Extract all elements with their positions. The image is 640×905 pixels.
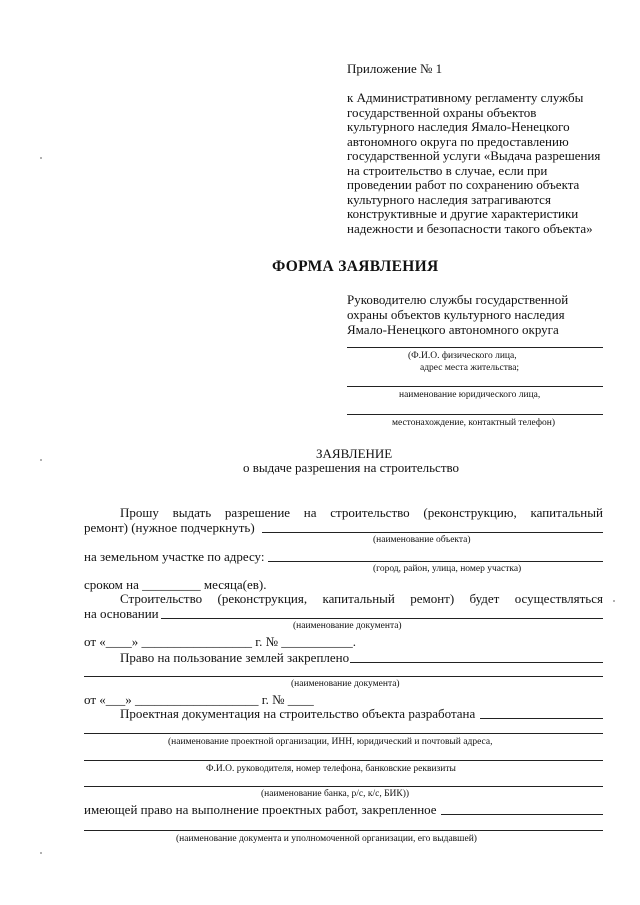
scan-speck [613, 600, 615, 602]
caption-bank: (наименование банка, р/с, к/с, БИК)) [261, 789, 410, 799]
appendix-line: культурного наследия затрагиваются [347, 191, 551, 207]
appendix-line: культурного наследия Ямало-Ненецкого [347, 119, 570, 134]
fill-line-address[interactable] [268, 561, 603, 562]
word: капитальный [322, 591, 395, 606]
scan-speck [40, 157, 42, 159]
appendix-line: проведении работ по сохранению объекта [347, 177, 580, 192]
fill-line [347, 414, 603, 415]
fill-line[interactable] [84, 760, 603, 761]
caption-document-2: (наименование документа) [291, 679, 400, 689]
basis-label: на основании [84, 606, 159, 621]
caption-project-org: (наименование проектной организации, ИНН, юридический и почтовый адреса, [168, 737, 493, 747]
caption: наименование юридического лица, [399, 390, 541, 400]
word: Строительство [120, 591, 203, 606]
fill-line-object[interactable] [262, 532, 603, 533]
request-line-2: ремонт) (нужное подчеркнуть) [84, 520, 255, 535]
fill-line[interactable] [84, 830, 603, 831]
appendix-line: государственной охраны объектов [347, 104, 537, 120]
caption: (Ф.И.О. физического лица, [408, 351, 517, 361]
caption-address: (город, район, улица, номер участка) [373, 564, 522, 574]
word: Прошу [120, 505, 159, 520]
word: осуществляться [514, 591, 603, 606]
scan-speck [40, 852, 42, 854]
land-right-label: Право на пользование землей закреплено [120, 650, 350, 665]
caption-object: (наименование объекта) [373, 535, 471, 545]
appendix-line: автономного округа по предоставлению [347, 133, 569, 149]
appendix-line: надежности и безопасности такого объекта» [347, 220, 593, 236]
form-title: ФОРМА ЗАЯВЛЕНИЯ [272, 258, 439, 275]
appendix-line: на строительство в случае, если при [347, 162, 548, 178]
fill-line [347, 347, 603, 348]
caption: адрес места жительства; [420, 363, 520, 373]
word: капитальный [530, 505, 603, 520]
appendix-number: Приложение № 1 [347, 61, 443, 76]
addressee-line: Ямало-Ненецкого автономного округа [347, 322, 559, 337]
fill-line [347, 386, 603, 387]
caption: местонахождение, контактный телефон) [392, 418, 556, 428]
word: (реконструкция, [217, 591, 308, 606]
from-line: от «___» ___________________ г. № ____ [84, 692, 314, 707]
project-doc-label: Проектная документация на строительство объекта разработана [120, 706, 476, 721]
word: на [303, 505, 317, 520]
fill-line-having-right[interactable] [441, 814, 603, 815]
from-line: от «____» _________________ г. № ___________. [84, 634, 357, 649]
having-right-label: имеющей право на выполнение проектных работ, закрепленное [84, 802, 437, 817]
fill-line[interactable] [84, 786, 603, 787]
addressee-line: Руководителю службы государственной [347, 292, 569, 307]
word: ремонт) [410, 591, 455, 606]
appendix-line: государственной услуги «Выдача разрешения [347, 148, 601, 163]
word: строительство [330, 505, 410, 520]
statement-subheading: о выдаче разрешения на строительство [243, 460, 460, 475]
addressee-line: охраны объектов культурного наследия [347, 307, 565, 322]
word: выдать [172, 505, 212, 520]
request-line [120, 505, 603, 520]
fill-line[interactable] [84, 733, 603, 734]
fill-line[interactable] [84, 676, 603, 677]
appendix-line: к Административному регламенту службы [347, 90, 584, 105]
fill-line-land-right[interactable] [350, 662, 603, 663]
term-text: сроком на _________ месяца(ев). [84, 577, 267, 592]
caption-head: Ф.И.О. руководителя, номер телефона, банковские реквизиты [206, 764, 456, 774]
fill-line-basis[interactable] [161, 618, 603, 619]
land-label: на земельном участке по адресу: [84, 549, 265, 564]
appendix-line: конструктивные и другие характеристики [347, 206, 579, 221]
fill-line-project[interactable] [480, 718, 603, 719]
word: разрешение [224, 505, 291, 520]
construction-line [120, 591, 603, 606]
scan-speck [40, 459, 42, 461]
caption-document: (наименование документа) [293, 621, 402, 631]
word: (реконструкцию, [423, 505, 517, 520]
caption-issuer: (наименование документа и уполномоченной организации, его выдавшей) [176, 834, 477, 844]
statement-heading: ЗАЯВЛЕНИЕ [316, 446, 393, 461]
word: будет [469, 591, 500, 606]
